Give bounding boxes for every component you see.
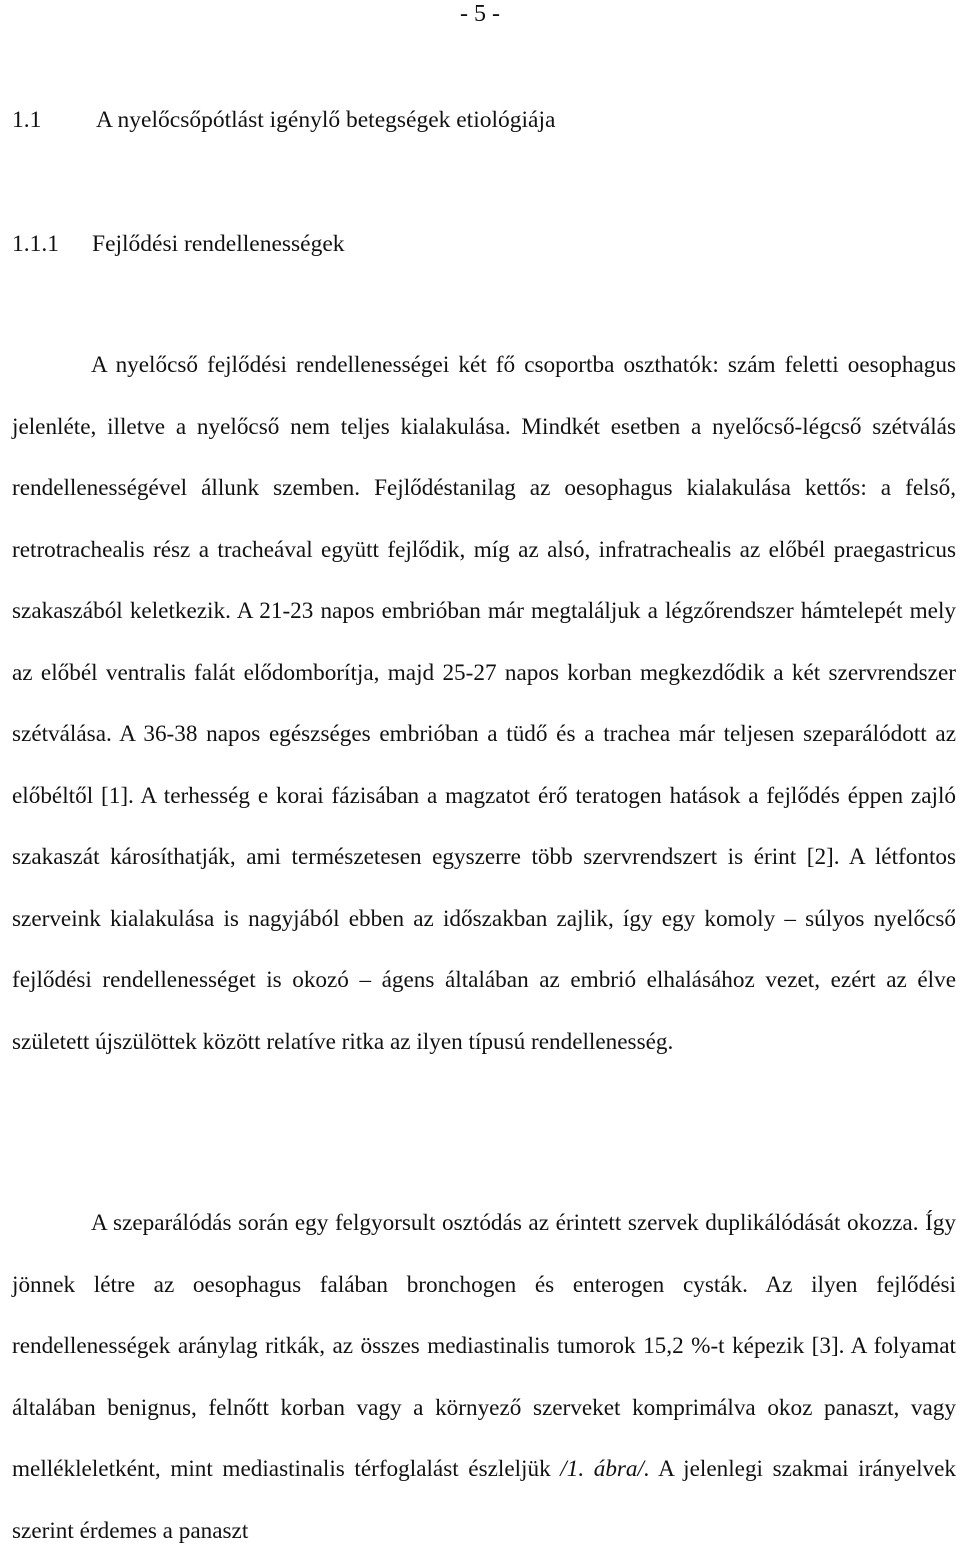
subsection-heading: [12, 228, 345, 260]
section-title: A nyelőcsőpótlást igénylő betegségek etiológiája: [96, 107, 556, 133]
section-heading: [12, 104, 555, 136]
paragraph-2-text: A szeparálódás során egy felgyorsult osztódás az érintett szervek duplikálódását okozza. Így jönnek létre az oesophagus falában bronchogen és enterogen cysták. Az ilyen fejlődési rendellenességek aránylag ritkák, az összes mediastinalis tumorok 15,2 %-t képezik [3]. A folyamat általában benignus, felnőtt korban vagy a környező szerveket komprimálva okoz panaszt, vagy mellékleletként, mint mediastinalis térfoglalást észleljük: [12, 1210, 956, 1482]
body-paragraph-2: [12, 1193, 956, 1562]
body-paragraph-1: A nyelőcső fejlődési rendellenességei két fő csoportba oszthatók: szám feletti oesophagus jelenléte, illetve a nyelőcső nem teljes kialakulása. Mindkét esetben a nyelőcső-légcső szétválás rendellenességével állunk szemben. Fejlődéstanilag az oesophagus kialakulása kettős: a felső, retrotrachealis rész a tracheával együtt fejlődik, míg az alsó, infratrachealis az előbél praegastricus szakaszából keletkezik. A 21-23 napos embrióban már megtaláljuk a légzőrendszer hámtelepét mely az előbél ventralis falát elődomborítja, majd 25-27 napos korban megkezdődik a két szervrendszer szétválása. A 36-38 napos egészséges embrióban a tüdő és a trachea már teljesen szeparálódott az előbéltől [1]. A terhesség e korai fázisában a magzatot érő teratogen hatások a fejlődés éppen zajló szakaszát károsíthatják, ami természetesen egyszerre több szervrendszert is érint [2]. A létfontos szerveink kialakulása is nagyjából ebben az időszakban zajlik, így egy komoly – súlyos nyelőcső fejlődési rendellenességet is okozó – ágens általában az embrió elhalásához vezet, ezért az élve született újszülöttek között relatíve ritka az ilyen típusú rendellenesség.: [12, 352, 956, 1055]
section-number: 1.1: [12, 107, 42, 133]
figure-reference: /1. ábra/.: [560, 1456, 650, 1482]
page-number: - 5 -: [460, 1, 500, 27]
paragraph-2-text-end: A jelenlegi szakmai irányelvek szerint érdemes a panaszt: [12, 1456, 957, 1544]
subsection-title: Fejlődési rendellenességek: [92, 231, 345, 257]
subsection-number: 1.1.1: [12, 231, 59, 257]
